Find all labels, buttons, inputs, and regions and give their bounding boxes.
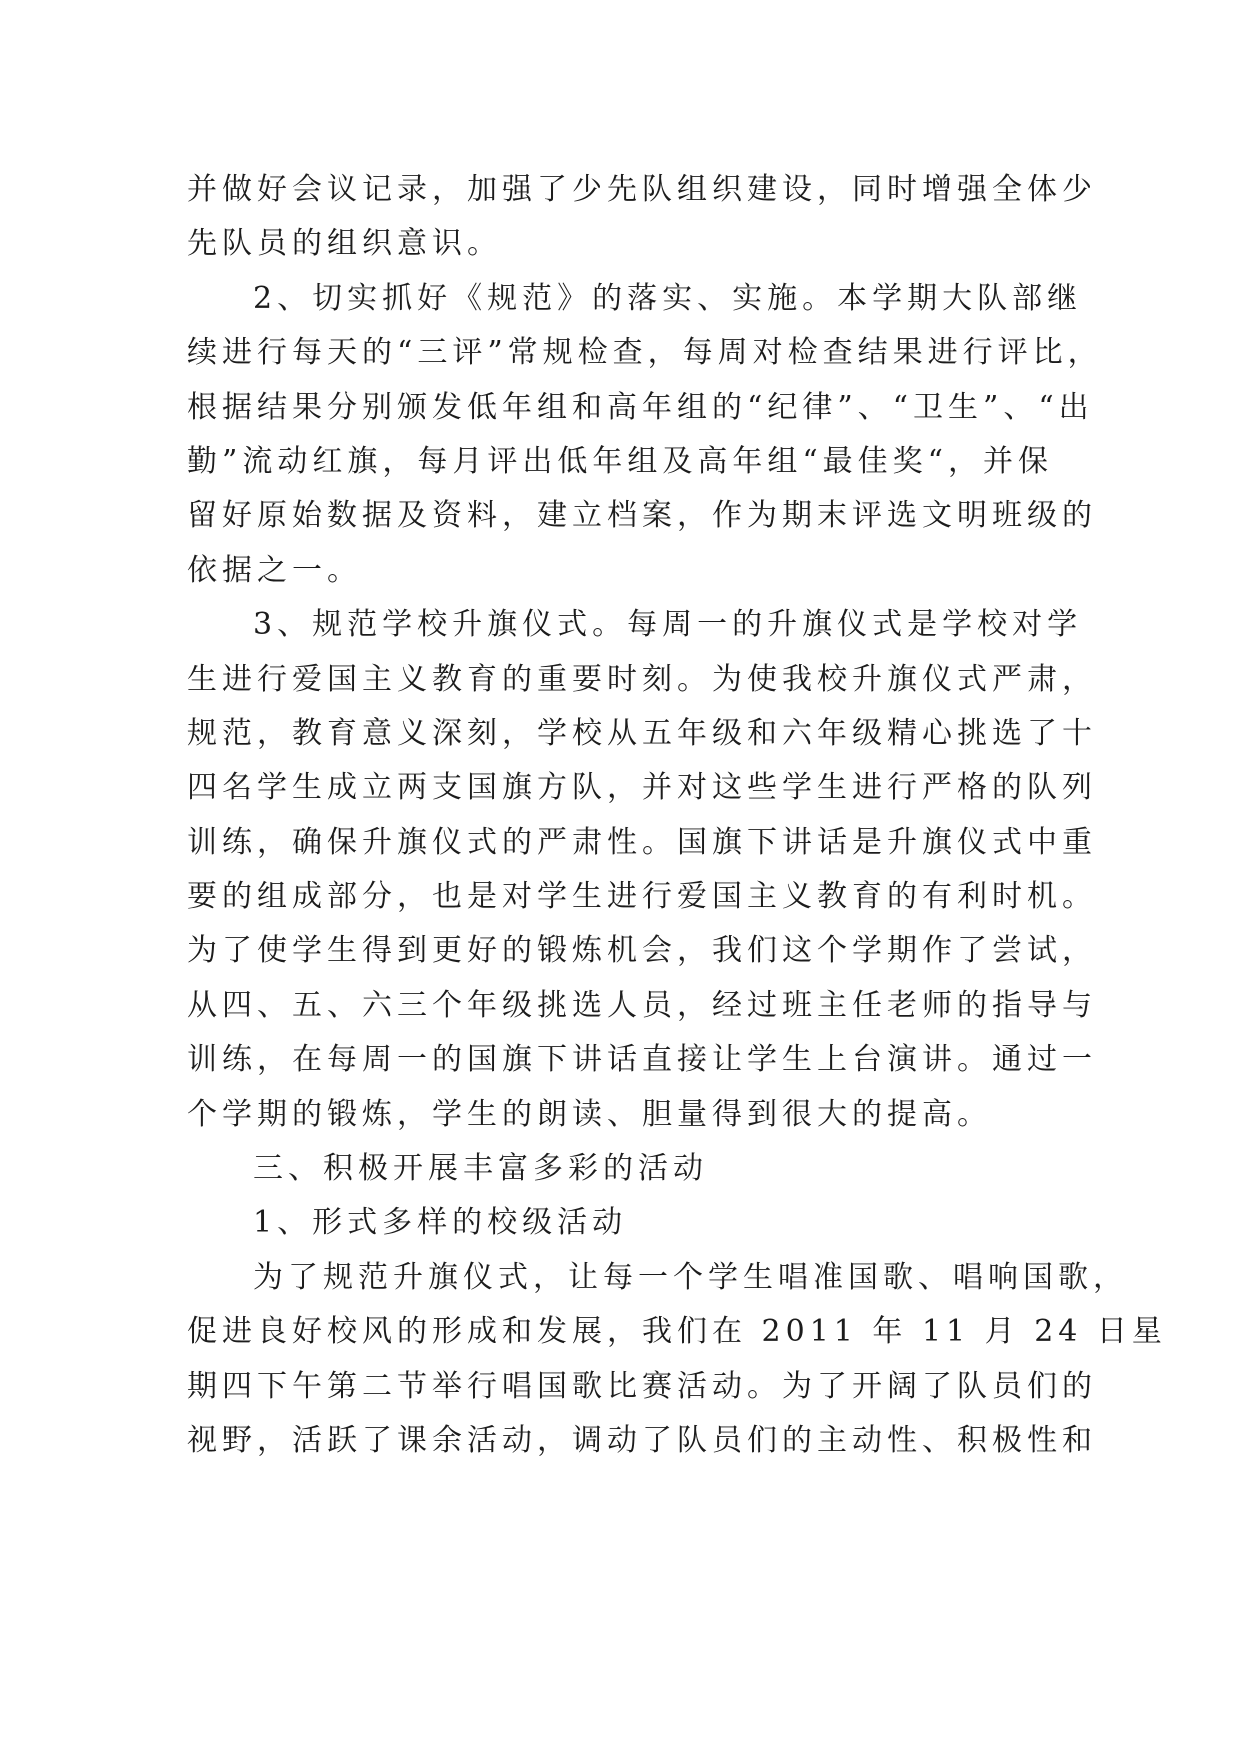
text-line: 先队员的组织意识。 [187,226,502,262]
text-line: 四名学生成立两支国旗方队，并对这些学生进行严格的队列 [187,770,1097,806]
text-line: 为了使学生得到更好的锻炼机会，我们这个学期作了尝试， [187,933,1097,969]
subsection-heading-school-activities [187,1196,1057,1250]
text-line: 训练，在每周一的国旗下讲话直接让学生上台演讲。通过一 [187,1042,1097,1078]
body-text [187,163,1167,1468]
text-line: 训练，确保升旗仪式的严肃性。国旗下讲话是升旗仪式中重 [187,824,1097,860]
paragraph-meeting-records [187,163,1097,272]
text-line: 规范，教育意义深刻，学校从五年级和六年级精心挑选了十 [187,715,1097,751]
text-line: 生进行爱国主义教育的重要时刻。为使我校升旗仪式严肃， [187,661,1097,697]
text-line: 期四下午第二节举行唱国歌比赛活动。为了开阔了队员们的 [187,1368,1097,1404]
text-line: 三、积极开展丰富多彩的活动 [253,1151,708,1187]
text-line: 留好原始数据及资料，建立档案，作为期末评选文明班级的 [187,498,1097,534]
text-line: 促进良好校风的形成和发展，我们在 2011 年 11 月 24 日星 [187,1314,1167,1350]
text-line: 3、规范学校升旗仪式。每周一的升旗仪式是学校对学 [253,607,1083,643]
text-line: 1、形式多样的校级活动 [253,1205,628,1241]
text-line: 勤”流动红旗，每月评出低年组及高年组“最佳奖“，并保 [187,443,1054,479]
text-line: 2、切实抓好《规范》的落实、实施。本学期大队部继 [253,280,1083,316]
text-line: 从四、五、六三个年级挑选人员，经过班主任老师的指导与 [187,987,1097,1023]
text-line: 并做好会议记录，加强了少先队组织建设，同时增强全体少 [187,172,1097,207]
text-line: 为了规范升旗仪式，让每一个学生唱准国歌、唱响国歌， [253,1259,1128,1295]
text-line: 根据结果分别颁发低年组和高年组的“纪律”、“卫生”、“出 [187,389,1094,425]
paragraph-flag-ceremony [187,598,1097,1142]
text-line: 续进行每天的“三评”常规检查，每周对检查结果进行评比， [187,335,1103,371]
paragraph-anthem-contest [187,1251,1167,1469]
section-heading-activities [187,1142,1057,1196]
text-line: 视野，活跃了课余活动，调动了队员们的主动性、积极性和 [187,1422,1097,1458]
text-line: 个学期的锻炼，学生的朗读、胆量得到很大的提高。 [187,1096,992,1132]
text-line: 要的组成部分，也是对学生进行爱国主义教育的有利时机。 [187,879,1097,915]
paragraph-standards-implementation [187,272,1103,598]
text-line: 依据之一。 [187,552,362,588]
